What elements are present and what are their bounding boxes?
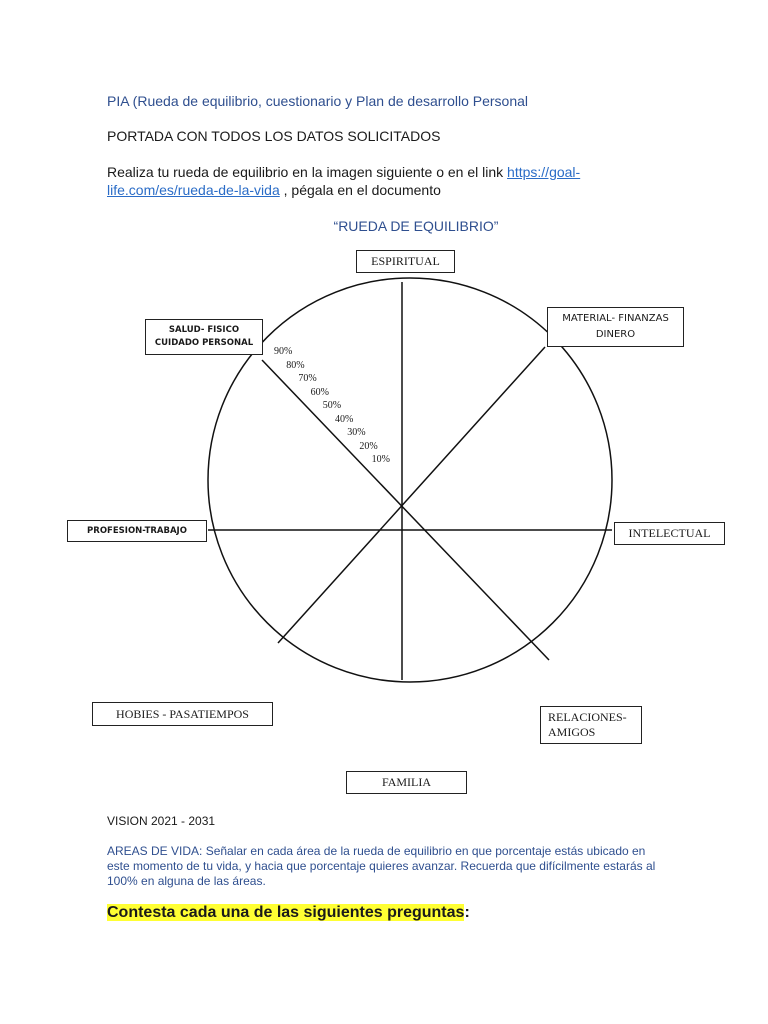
- label-relaciones-line1: RELACIONES-: [548, 710, 627, 724]
- percent-label: 60%: [310, 386, 329, 398]
- label-relaciones: [540, 706, 642, 744]
- portada-instruction: PORTADA CON TODOS LOS DATOS SOLICITADOS: [107, 128, 441, 144]
- label-hobies: HOBIES - PASATIEMPOS: [92, 702, 273, 726]
- percent-label: 40%: [335, 413, 354, 425]
- label-relaciones-line2: AMIGOS: [548, 725, 596, 739]
- label-profesion: PROFESION-TRABAJO: [67, 520, 207, 542]
- label-material-line2: DINERO: [595, 329, 636, 340]
- link-text-line1: https://goal-: [507, 164, 581, 180]
- axis-diagonal-nw-se: [262, 360, 549, 660]
- label-salud: [145, 319, 263, 355]
- percent-label: 30%: [347, 427, 366, 438]
- label-intelectual: INTELECTUAL: [614, 522, 725, 545]
- wheel-title: “RUEDA DE EQUILIBRIO”: [333, 218, 499, 234]
- label-salud-line2: CUIDADO PERSONAL: [154, 338, 254, 348]
- questions-heading: [107, 904, 470, 922]
- vision-heading: VISION 2021 - 2031: [107, 814, 216, 828]
- instruction-text: Realiza tu rueda de equilibrio en la imagen siguiente o en el link: [107, 164, 508, 180]
- percent-label: 50%: [322, 400, 342, 411]
- percent-label: 10%: [371, 454, 390, 465]
- percent-label: 80%: [286, 359, 305, 371]
- percent-label: 20%: [359, 440, 378, 452]
- areas-de-vida-instruction: AREAS DE VIDA: Señalar en cada área de la rueda de equilibrio en que porcentaje estás ubicado en este momento de tu vida, y hacia que porcentaje quieres avanzar. Recuerda que difícilmente estarás al 100% en alguna de las áreas.: [107, 844, 656, 888]
- label-espiritual: ESPIRITUAL: [356, 250, 455, 273]
- label-salud-line1: SALUD- FISICO: [168, 325, 240, 335]
- percent-label: 70%: [298, 373, 317, 384]
- label-familia: FAMILIA: [346, 771, 467, 794]
- document-title: PIA (Rueda de equilibrio, cuestionario y Plan de desarrollo Personal: [107, 93, 529, 109]
- link-text-line2: life.com/es/rueda-de-la-vida: [107, 182, 280, 198]
- instruction-text-end: , pégala en el documento: [279, 182, 441, 198]
- label-material-line1: MATERIAL- FINANZAS: [562, 313, 669, 324]
- questions-heading-text: Contesta cada una de las siguientes preguntas: [107, 904, 465, 921]
- label-material: [547, 307, 684, 347]
- percent-label: 90%: [274, 346, 293, 357]
- questions-heading-colon: :: [464, 904, 470, 921]
